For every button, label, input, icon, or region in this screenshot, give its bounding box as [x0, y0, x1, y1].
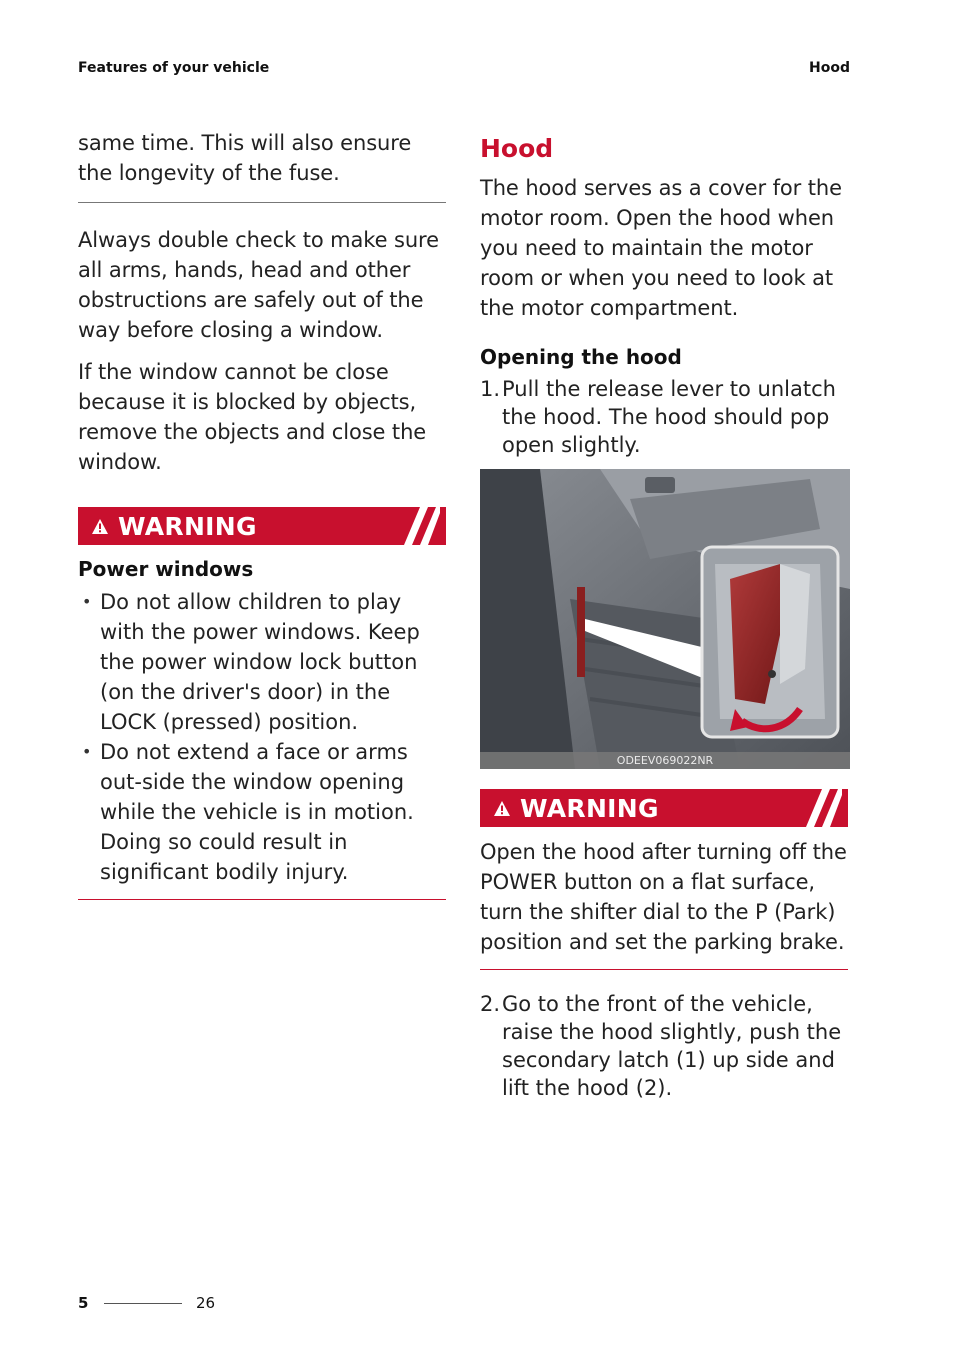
hood-intro-paragraph: The hood serves as a cover for the motor room. Open the hood when you need to maintain the motor room or when you need to look at the motor compartment.	[480, 176, 842, 320]
list-item: • Do not allow children to play with the power windows. Keep the power window lock button (on the driver's door) in the LOCK (pressed) position.	[78, 587, 446, 737]
warning-stripes-icon	[390, 507, 440, 545]
running-header-section: Hood	[809, 60, 850, 76]
step-number: 1.	[480, 377, 501, 401]
list-item	[480, 990, 848, 1102]
step-text: Pull the release lever to unlatch the hood. The hood should pop open slightly.	[502, 377, 836, 457]
left-column	[78, 128, 446, 920]
list-item: • Do not extend a face or arms out-side the window opening while the vehicle is in motion. Doing so could result in significant bodily injury.	[78, 737, 446, 887]
warning-bullet-list	[78, 587, 446, 887]
footer-rule	[104, 1303, 182, 1304]
hood-release-illustration	[480, 469, 850, 769]
continued-paragraph: same time. This will also ensure the longevity of the fuse.	[78, 131, 412, 185]
blocked-window-paragraph: If the window cannot be close because it is blocked by objects, remove the objects and close the window.	[78, 360, 427, 474]
window-safety-paragraph: Always double check to make sure all arms, hands, head and other obstructions are safely out of the way before closing a window.	[78, 228, 439, 342]
warning-end-rule	[480, 969, 848, 970]
right-column	[480, 128, 848, 1112]
warning-label: WARNING	[118, 511, 257, 541]
step-list-2	[480, 990, 848, 1102]
list-item	[480, 375, 848, 459]
page-number: 26	[196, 1294, 216, 1312]
warning-end-rule	[78, 899, 446, 900]
warning-banner	[480, 789, 848, 827]
warning-subtitle: Power windows	[78, 557, 254, 581]
figure-caption: ODEEV069022NR	[480, 752, 850, 769]
step-text: Go to the front of the vehicle, raise the hood slightly, push the secondary latch (1) up side and lift the hood (2).	[502, 992, 842, 1100]
subsection-title: Opening the hood	[480, 345, 682, 369]
warning-label: WARNING	[520, 793, 659, 823]
warning-banner	[78, 507, 446, 545]
warning-stripes-icon	[792, 789, 842, 827]
hood-release-lever-figure	[480, 469, 850, 769]
section-title: Hood	[480, 134, 554, 163]
warning-triangle-icon	[92, 518, 108, 534]
divider	[78, 202, 446, 203]
step-number: 2.	[480, 992, 501, 1016]
step-list-1	[480, 375, 848, 459]
warning-triangle-icon	[494, 800, 510, 816]
chapter-number: 5	[78, 1294, 89, 1312]
hood-warning-text: Open the hood after turning off the POWER button on a flat surface, turn the shifter dial to the P (Park) position and set the parking brake.	[480, 840, 847, 954]
running-header-chapter: Features of your vehicle	[78, 60, 270, 76]
